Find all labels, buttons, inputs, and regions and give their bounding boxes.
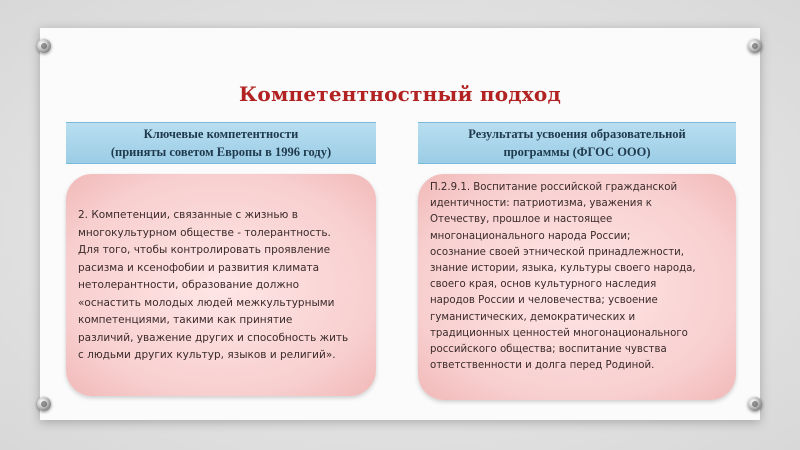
right-column-header <box>418 122 736 164</box>
right-text-line: осознание своей этнической принадлежности, <box>430 246 685 258</box>
left-text-line: различий, уважение других и способность жить <box>78 331 349 344</box>
right-text-line: гуманистических, демократических и <box>430 311 636 323</box>
right-header-line-1: Результаты усвоения образовательной <box>468 127 686 141</box>
pushpin-top-left-icon <box>37 39 51 53</box>
right-text-line: Отечеству, прошлое и настоящее <box>430 214 613 226</box>
left-header-line-2: (приняты советом Европы в 1996 году) <box>110 145 332 159</box>
right-text-line: традиционных ценностей многонационального <box>430 327 688 339</box>
left-text-line: Для того, чтобы контролировать проявление <box>78 244 331 256</box>
left-column-header <box>66 122 376 164</box>
left-text-line: нетолерантности, образование должно <box>78 279 300 291</box>
right-text-line: народов России и человечества; усвоение <box>430 295 658 307</box>
left-text-line: 2. Компетенции, связанные с жизнью в <box>78 209 298 221</box>
right-text-line: многонационального народа России; <box>430 230 631 242</box>
left-text-line: многокультурном обществе - толерантность. <box>78 226 331 239</box>
right-text-line: российского общества; воспитание чувства <box>430 344 667 356</box>
right-text-line: П.2.9.1. Воспитание российской гражданской <box>430 182 678 193</box>
right-content-box <box>418 174 736 400</box>
pushpin-top-right-icon <box>748 39 762 53</box>
left-content-text <box>78 207 374 365</box>
right-text-line: знание истории, языка, культуры своего народа, <box>430 263 696 275</box>
right-header-line-2: программы (ФГОС ООО) <box>503 145 651 159</box>
slide-title: Компетентностный подход <box>239 82 561 106</box>
right-text-line: своего края, основ культурного наследия <box>430 279 657 291</box>
right-text-line: ответственности и долга перед Родиной. <box>430 360 655 372</box>
right-text-line: идентичности: патриотизма, уважения к <box>430 198 652 210</box>
left-header-line-1: Ключевые компетентности <box>143 127 299 141</box>
right-content-text <box>430 180 728 374</box>
left-text-line: расизма и ксенофобии и развития климата <box>78 261 320 274</box>
left-text-line: с людьми других культур, языков и религий». <box>78 349 336 361</box>
left-content-box <box>66 174 376 396</box>
pushpin-bottom-right-icon <box>748 397 762 411</box>
pushpin-bottom-left-icon <box>37 397 51 411</box>
left-text-line: «оснастить молодых людей межкультурными <box>78 296 335 309</box>
left-text-line: компетенциями, такими как принятие <box>78 314 293 326</box>
